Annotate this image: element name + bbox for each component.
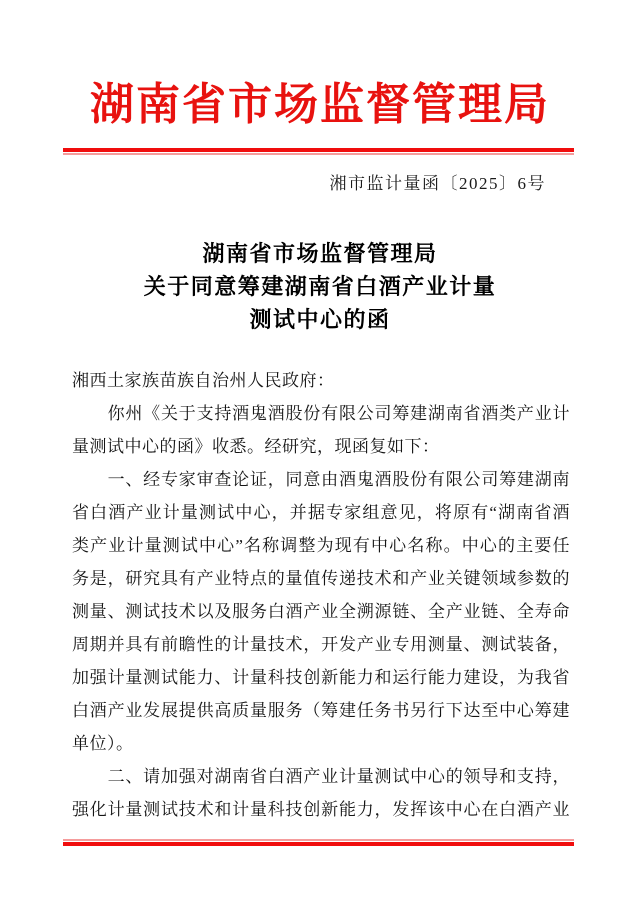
- body-line: 量测试中心的函》收悉。经研究，现函复如下：: [72, 437, 440, 456]
- body-line: 务是，研究具有产业特点的量值传递技术和产业关键领域参数的: [72, 569, 570, 588]
- footer-rule-thick-line: [63, 842, 574, 846]
- doc-title-line: 湖南省市场监督管理局: [202, 241, 438, 266]
- body-line: 白酒产业发展提供高质量服务（筹建任务书另行下达至中心筹建: [72, 701, 570, 720]
- body-line: 一、经专家审查论证，同意由酒鬼酒股份有限公司筹建湖南: [72, 470, 570, 489]
- body-line: 省白酒产业计量测试中心，并据专家组意见，将原有“湖南省酒: [72, 503, 570, 522]
- body-line: 二、请加强对湖南省白酒产业计量测试中心的领导和支持，: [72, 767, 570, 786]
- doc-title-line: 关于同意筹建湖南省白酒产业计量: [143, 274, 497, 299]
- doc-reference-number: 湘市监计量函〔2025〕6号: [329, 174, 546, 193]
- body-line: 类产业计量测试中心”名称调整为现有中心名称。中心的主要任: [72, 536, 570, 555]
- masthead-rule: [63, 148, 574, 155]
- body-line: 测量、测试技术以及服务白酒产业全溯源链、全产业链、全寿命: [72, 602, 570, 621]
- doc-body: [72, 364, 570, 826]
- footer-rule: [63, 839, 574, 846]
- masthead-rule-thin-line: [63, 153, 574, 155]
- doc-title-line: 测试中心的函: [249, 307, 391, 332]
- body-line: 强化计量测试技术和计量科技创新能力，发挥该中心在白酒产业: [72, 800, 570, 819]
- agency-masthead: 湖南省市场监督管理局: [90, 80, 550, 129]
- body-line: 加强计量测试能力、计量科技创新能力和运行能力建设，为我省: [72, 668, 570, 687]
- body-line: 单位）。: [72, 734, 134, 753]
- body-line: 周期并具有前瞻性的计量技术，开发产业专用测量、测试装备，: [72, 635, 570, 654]
- doc-title: [0, 237, 640, 336]
- body-line: 你州《关于支持酒鬼酒股份有限公司筹建湖南省酒类产业计: [72, 404, 570, 423]
- body-line: 湘西土家族苗族自治州人民政府：: [72, 371, 335, 390]
